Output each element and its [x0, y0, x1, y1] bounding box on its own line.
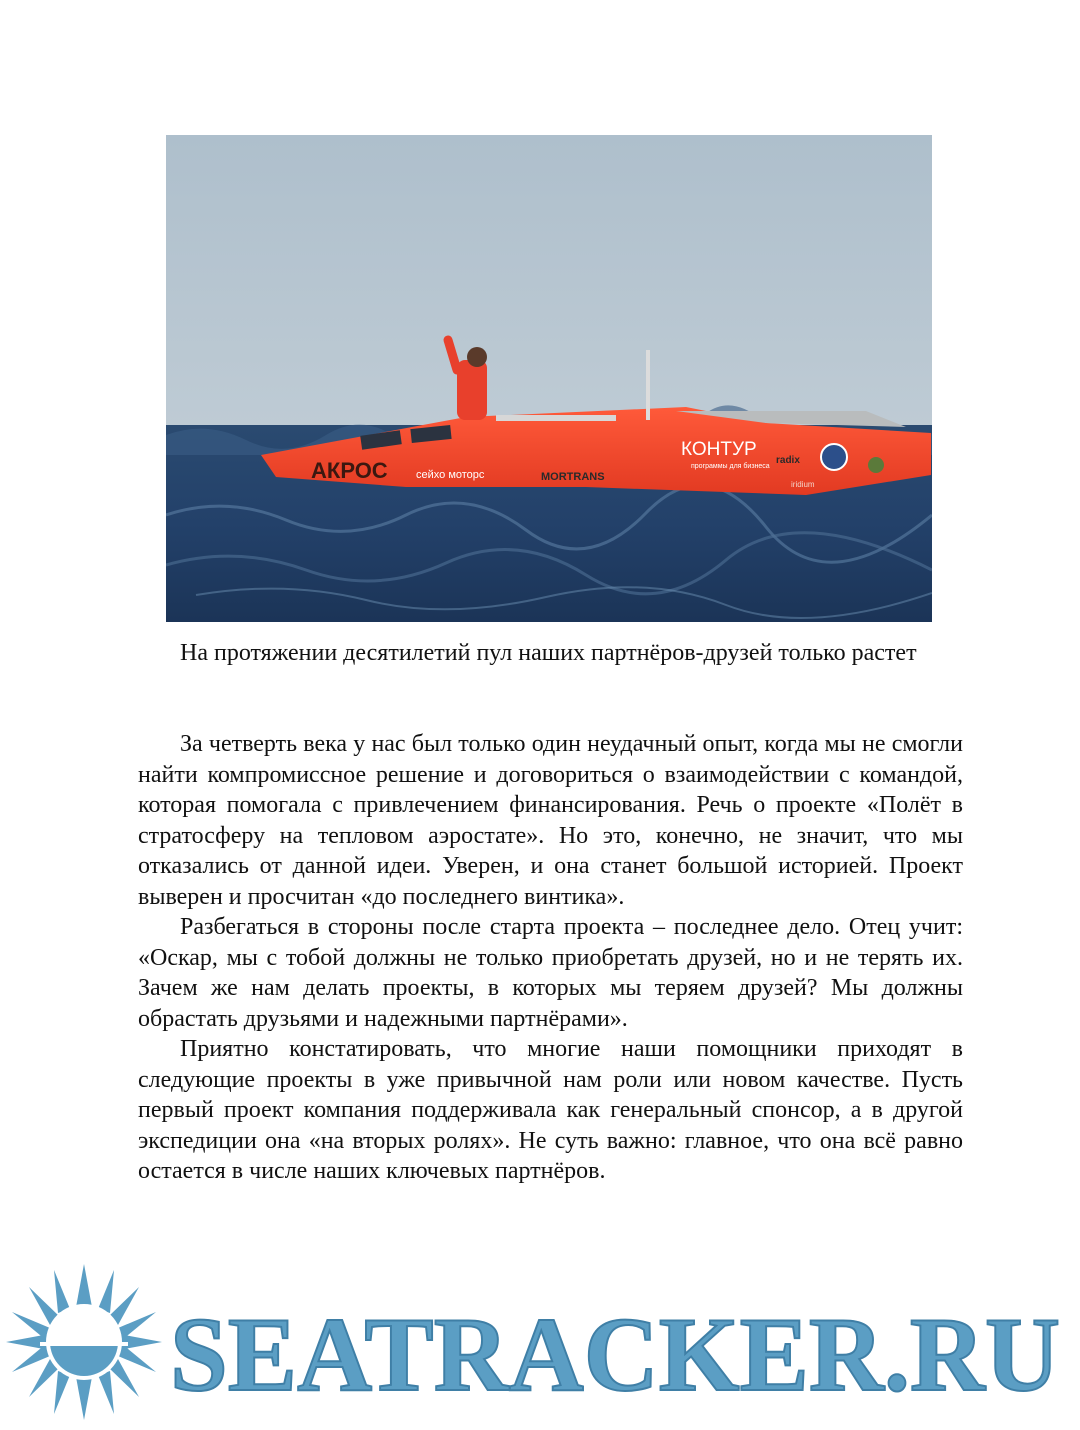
paragraph-3: Приятно констатировать, что многие наши помощники приходят в следующие проекты в уже привычной нам роли или новом качестве. Пусть первый проект компания поддерживала как генеральный спонсор, а в другой экспедиции она «на вторых ролях». Не суть важно: главное, что она всё равно остается в числе наших ключевых партнёров.: [138, 1036, 963, 1184]
boat-logo-iridium: iridium: [791, 480, 815, 489]
photo-illustration: [166, 135, 932, 622]
paragraph-2: Разбегаться в стороны после старта проекта – последнее дело. Отец учит: «Оскар, мы с тобой должны не только приобретать друзей, но и не терять их. Зачем же нам делать проекты, в которых мы теряем друзей? Мы должны обрастать друзьями и надежными партнёрами».: [138, 914, 963, 1032]
photo-caption: [138, 638, 963, 669]
boat-logo-radix: radix: [776, 455, 800, 466]
logo-wordmark: SEATRACKER.RU: [170, 1296, 1060, 1413]
boat-logo-sub: сейхо моторс: [416, 469, 485, 481]
caption-text: На протяжении десятилетий пул наших партнёров-друзей только растет: [180, 640, 917, 666]
sun-icon: [6, 1264, 162, 1420]
article-body: [138, 729, 963, 1187]
boat-logo-kontur: КОНТУР: [681, 439, 757, 460]
seatracker-logo-graphic: [0, 1262, 1080, 1425]
boat-logo-akros: АКРОС: [311, 458, 388, 483]
ocean-rowing-boat-photo: [166, 135, 932, 622]
boat-logo-mortrans: MORTRANS: [541, 471, 605, 483]
paragraph-1: За четверть века у нас был только один неудачный опыт, когда мы не смогли найти компромиссное решение и договориться о взаимодействии с командой, которая помогала с привлечением финансирования. Речь о проекте «Полёт в стратосферу на тепловом аэростате». Но это, конечно, не значит, что мы отказались от данной идеи. Уверен, и она станет большой историей. Проект выверен и просчитан «до последнего винтика».: [138, 731, 963, 910]
boat-logo-kontur-sub: программы для бизнеса: [691, 463, 770, 470]
seatracker-logo: [0, 1262, 1080, 1425]
